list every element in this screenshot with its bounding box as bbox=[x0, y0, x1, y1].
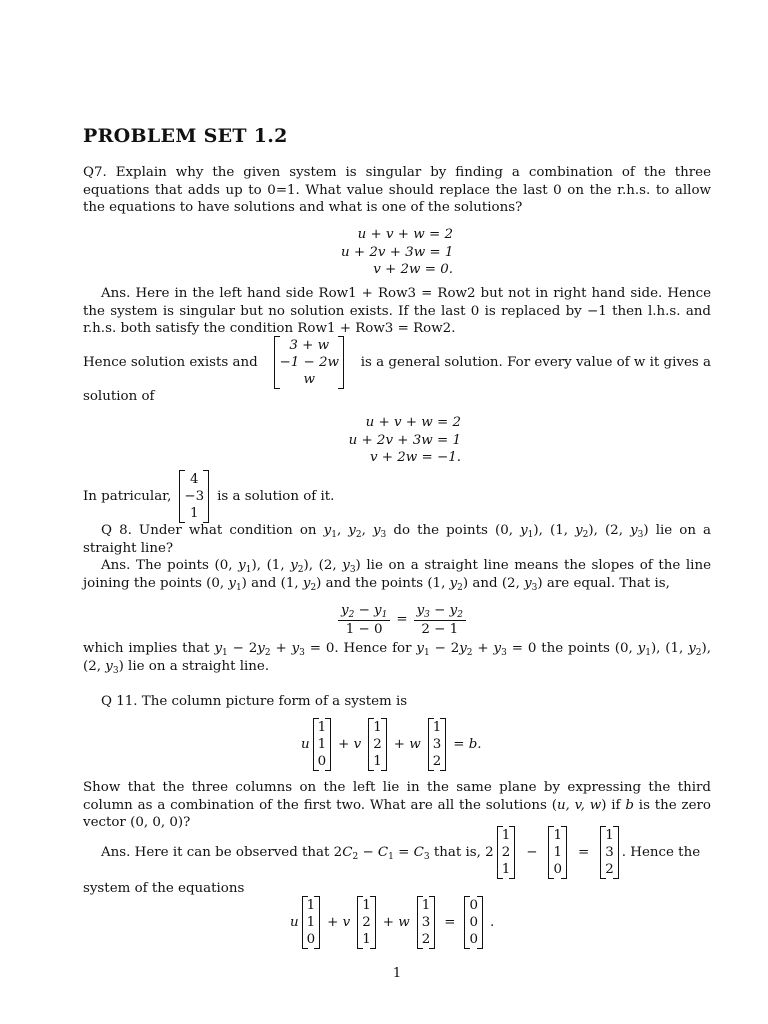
q7-question: Q7. Explain why the given system is singular by finding a combination of the three equations that adds up to 0=1. What value should replace the last 0 on the r.h.s. to allow the equations to have solutions and what is one of the solutions? bbox=[83, 165, 711, 215]
slope-equation: $\frac{y_2 - y_1}{1 - 0}$ = $\frac{y_3 - y_2}{2 - 1}$ bbox=[338, 602, 466, 638]
q11-answer-row: Ans. Here it can be observed that $2C_2 - C_1 = C_3$ that is, 2 1 2 1 − 1 1 0 = 1 3 2 . Hence the bbox=[101, 828, 701, 877]
zero-vector: 0 0 0 bbox=[464, 896, 483, 949]
column-vector-3b: 1 3 2 bbox=[417, 896, 436, 949]
page-number: 1 bbox=[392, 966, 402, 981]
particular-text: In patricular, bbox=[83, 488, 172, 504]
general-solution-text: is a general solution. For every value of w it gives a bbox=[360, 354, 711, 370]
answer-vector-c1: 1 1 0 bbox=[548, 826, 567, 879]
column-vector-3: 1 3 2 bbox=[428, 718, 447, 771]
equation-line: u + 2v + 3w = 1 bbox=[348, 432, 461, 448]
particular-post-text: is a solution of it. bbox=[217, 488, 335, 504]
hence-text: Hence solution exists and bbox=[83, 354, 258, 370]
equation-line: u + v + w = 2 bbox=[357, 227, 453, 242]
q7-particular-row bbox=[83, 470, 334, 523]
q8-answer: Ans. The points (0, $y_1$), (1, $y_2$), (2, $y_3$) lie on a straight line means the slopes of the line joining the points (0, $y_1$) and (1, $y_2$) and the points (1, $y_2$) and (2, $y_3$) are equal. That is, bbox=[83, 558, 711, 593]
q7-system-1 bbox=[341, 226, 453, 279]
general-solution-vector: 3 + w −1 − 2w w bbox=[274, 336, 343, 389]
page-title: PROBLEM SET 1.2 bbox=[83, 125, 288, 147]
column-vector-2: 1 2 1 bbox=[368, 718, 387, 771]
q7-general-solution-row bbox=[83, 336, 711, 389]
column-vector-1: 1 1 0 bbox=[313, 718, 332, 771]
column-vector-1b: 1 1 0 bbox=[302, 896, 321, 949]
answer-vector-c2: 1 2 1 bbox=[497, 826, 516, 879]
q11-homogeneous-system: u 1 1 0 + v 1 2 1 + w 1 3 2 = 0 0 0 . bbox=[290, 898, 495, 947]
answer-vector-c3: 1 3 2 bbox=[600, 826, 619, 879]
hence-the-text: . Hence the bbox=[621, 844, 701, 860]
q11-column-picture: u 1 1 0 + v 1 2 1 + w 1 3 2 = b. bbox=[301, 720, 482, 769]
q8-question: Q 8. Under what condition on $y_1$, $y_2$, $y_3$ do the points (0, $y_1$), (1, $y_2$), (2, $y_3$) lie on a straight line? bbox=[83, 523, 712, 556]
q7-answer-paragraph: Ans. Here in the left hand side Row1 + Row3 = Row2 but not in right hand side. Hence the system is singular but no solution exists. If the last 0 is replaced by −1 then l.h.s. and r.h.s. both satisfy the condition Row1 + Row3 = Row2. bbox=[83, 286, 711, 336]
equation-line: u + v + w = 2 bbox=[365, 415, 461, 430]
q8-conclusion: which implies that $y_1 - 2y_2 + y_3 = 0$. Hence for $y_1 - 2y_2 + y_3 = 0$ the points (0, $y_1$), (1, $y_2$), (2, $y_3$) lie on a straight line. bbox=[83, 641, 711, 676]
equation-line: v + 2w = −1. bbox=[369, 450, 461, 465]
column-vector-2b: 1 2 1 bbox=[357, 896, 376, 949]
q11-question: Q 11. The column picture form of a system is bbox=[101, 694, 408, 709]
slope-fraction-right: $\frac{y_3 - y_2}{2 - 1}$ bbox=[414, 602, 466, 638]
q7-system-2 bbox=[341, 414, 461, 467]
solution-of-text: solution of bbox=[83, 389, 155, 404]
particular-solution-vector: 4 −3 1 bbox=[179, 470, 209, 523]
slope-fraction-left: $\frac{y_2 - y_1}{1 - 0}$ bbox=[338, 602, 390, 638]
equation-line: u + 2v + 3w = 1 bbox=[341, 244, 454, 260]
system-of-equations-text: system of the equations bbox=[83, 881, 245, 896]
q11-show-text: Show that the three columns on the left lie in the same plane by expressing the third column as a combination of the first two. What are all the solutions (u, v, w) if b is the zero vector (0, 0, 0)? bbox=[83, 780, 711, 830]
equation-line: v + 2w = 0. bbox=[373, 262, 453, 277]
